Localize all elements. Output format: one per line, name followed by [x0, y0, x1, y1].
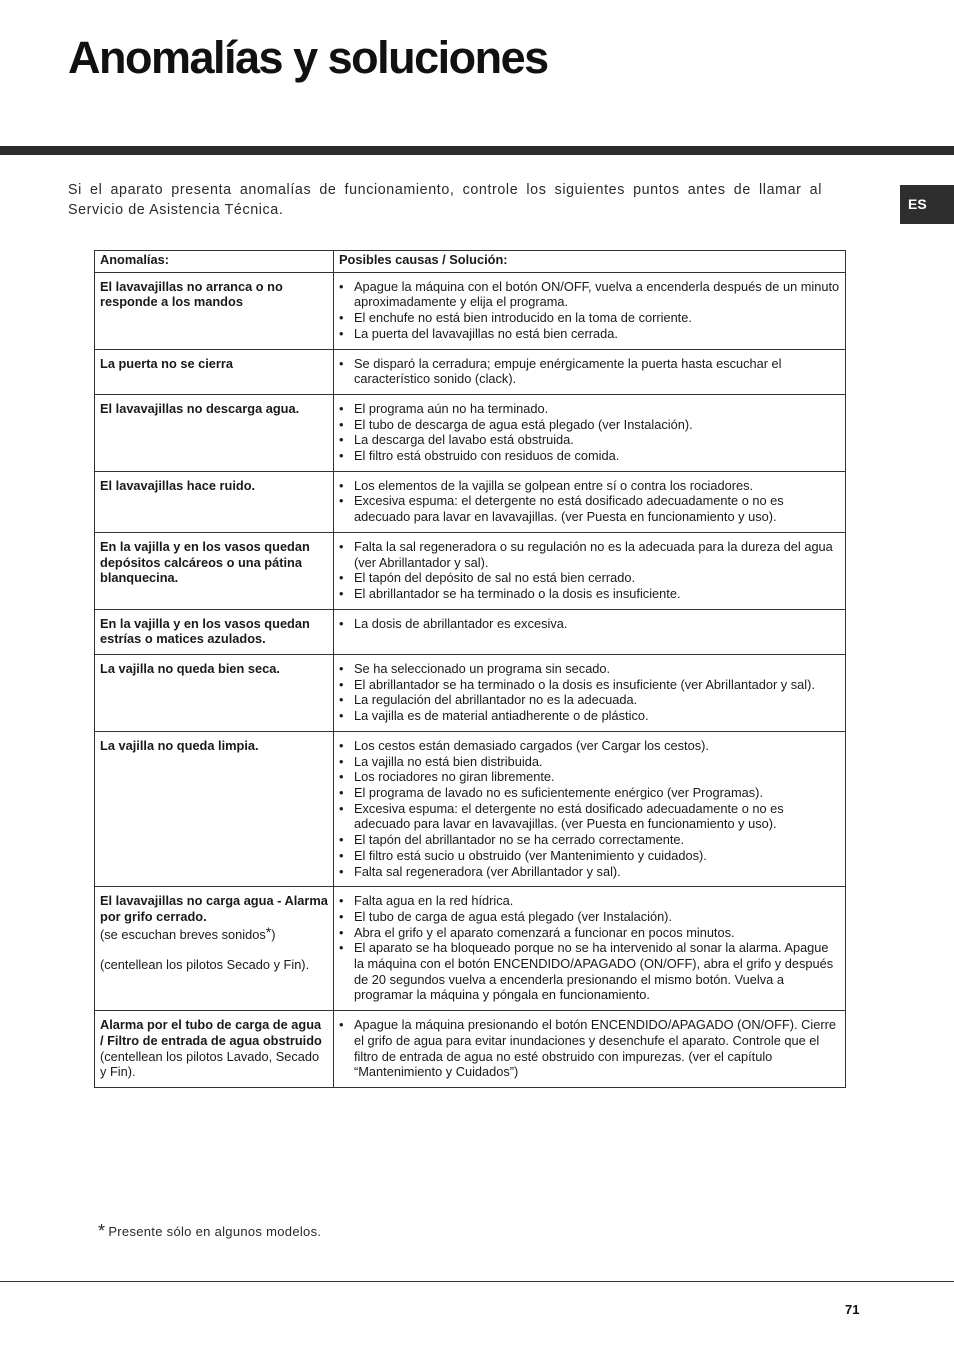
cause-item: • Los cestos están demasiado cargados (ver Cargar los cestos). — [339, 738, 840, 754]
anomaly-cell — [95, 609, 334, 654]
cause-item: • El programa de lavado no es suficientemente enérgico (ver Programas). — [339, 785, 840, 801]
footnote-ref-asterisk: * — [265, 923, 272, 940]
cause-item: • El tubo de carga de agua está plegado (ver Instalación). — [339, 909, 840, 925]
anomaly-text: El lavavajillas no carga agua - Alarma por grifo cerrado. — [100, 893, 328, 924]
causes-cell — [334, 532, 846, 609]
page-title: Anomalías y soluciones — [68, 32, 548, 83]
anomaly-note: (centellean los pilotos Lavado, Secado y Fin). — [100, 1048, 320, 1080]
cause-item: • Excesiva espuma: el detergente no está dosificado adecuadamente o no es adecuado para lavar en lavavajillas. (ver Puesta en funcionamiento y uso). — [339, 493, 840, 524]
causes-cell — [334, 1011, 846, 1088]
anomaly-text: La vajilla no queda bien seca. — [100, 661, 280, 677]
header-anomalies: Anomalías: — [95, 251, 334, 273]
footnote-asterisk: * — [98, 1221, 106, 1241]
causes-list — [339, 356, 840, 387]
causes-list — [339, 279, 840, 342]
cause-item: • El enchufe no está bien introducido en la toma de corriente. — [339, 310, 840, 326]
cause-item: • Los rociadores no giran libremente. — [339, 769, 840, 785]
cause-item: • El abrillantador se ha terminado o la dosis es insuficiente. — [339, 586, 840, 602]
table-row — [95, 272, 846, 349]
language-tab: ES — [900, 185, 954, 224]
anomaly-cell — [95, 532, 334, 609]
cause-item: • La vajilla no está bien distribuida. — [339, 754, 840, 770]
header-causes: Posibles causas / Solución: — [334, 251, 846, 273]
anomaly-note: (centellean los pilotos Secado y Fin). — [100, 957, 310, 973]
footnote-text: Presente sólo en algunos modelos. — [108, 1224, 322, 1239]
anomaly-cell — [95, 471, 334, 532]
anomaly-text: La puerta no se cierra — [100, 355, 233, 371]
anomaly-text: En la vajilla y en los vasos quedan estrías o matices azulados. — [100, 615, 310, 647]
table-row — [95, 532, 846, 609]
anomaly-cell — [95, 655, 334, 732]
cause-item: • La puerta del lavavajillas no está bien cerrada. — [339, 326, 840, 342]
table-body — [95, 272, 846, 1087]
cause-item: • Apague la máquina con el botón ON/OFF, vuelva a encenderla después de un minuto aproximadamente y elija el programa. — [339, 279, 840, 310]
page-number: 71 — [845, 1302, 860, 1317]
causes-cell — [334, 349, 846, 394]
cause-item: • Se disparó la cerradura; empuje enérgicamente la puerta hasta escuchar el característico sonido (clack). — [339, 356, 840, 387]
causes-list — [339, 616, 840, 632]
intro-paragraph: Si el aparato presenta anomalías de funcionamiento, controle los siguientes puntos antes de llamar al Servicio de Asistencia Técnica. — [68, 182, 822, 218]
causes-cell — [334, 394, 846, 471]
cause-item: • El tapón del depósito de sal no está bien cerrado. — [339, 570, 840, 586]
anomaly-note: (se escuchan breves sonidos*) — [100, 923, 276, 942]
causes-list — [339, 661, 840, 724]
anomaly-cell — [95, 394, 334, 471]
footnote — [98, 1221, 321, 1242]
causes-cell — [334, 471, 846, 532]
causes-cell — [334, 272, 846, 349]
cause-item: • La descarga del lavabo está obstruida. — [339, 432, 840, 448]
cause-item: • El aparato se ha bloqueado porque no se ha intervenido al sonar la alarma. Apague la máquina con el botón ENCENDIDO/APAGADO (ON/OFF), abra el grifo y después de 20 segundos vuelva a encenderla presionando el mismo botón. Vuelva a programar la máquina y póngala en funcionamiento. — [339, 940, 840, 1003]
cause-item: • Apague la máquina presionando el botón ENCENDIDO/APAGADO (ON/OFF). Cierre el grifo de agua para evitar inundaciones y desenchufe el aparato. Controle que el filtro de entrada de agua no esté obstruido con impurezas. (ver el capítulo “Mantenimiento y Cuidados”) — [339, 1017, 840, 1080]
cause-item: • El tapón del abrillantador no se ha cerrado correctamente. — [339, 832, 840, 848]
cause-item: • Falta sal regeneradora (ver Abrillantador y sal). — [339, 864, 840, 880]
anomaly-text: Alarma por el tubo de carga de agua / Filtro de entrada de agua obstruido — [100, 1017, 322, 1048]
table-row — [95, 887, 846, 1011]
cause-item: • El filtro está obstruido con residuos de comida. — [339, 448, 840, 464]
cause-item: • Excesiva espuma: el detergente no está dosificado adecuadamente o no es adecuado para lavar en lavavajillas. (ver Puesta en funcionamiento y uso). — [339, 801, 840, 832]
anomaly-cell — [95, 887, 334, 1011]
causes-list — [339, 539, 840, 602]
cause-item: • Falta agua en la red hídrica. — [339, 893, 840, 909]
cause-item: • Falta la sal regeneradora o su regulación no es la adecuada para la dureza del agua (ver Abrillantador y sal). — [339, 539, 840, 570]
cause-item: • El programa aún no ha terminado. — [339, 401, 840, 417]
causes-cell — [334, 887, 846, 1011]
cause-item: • Se ha seleccionado un programa sin secado. — [339, 661, 840, 677]
footer-rule — [0, 1281, 954, 1282]
table-header-row — [95, 251, 846, 273]
cause-item: • El abrillantador se ha terminado o la dosis es insuficiente (ver Abrillantador y sal). — [339, 677, 840, 693]
table-row — [95, 1011, 846, 1088]
anomaly-text: El lavavajillas no arranca o no responde a los mandos — [100, 278, 283, 310]
causes-list — [339, 738, 840, 879]
anomaly-text: La vajilla no queda limpia. — [100, 737, 259, 753]
cause-item: • La dosis de abrillantador es excesiva. — [339, 616, 840, 632]
troubleshooting-table — [94, 250, 846, 1088]
anomaly-cell — [95, 731, 334, 886]
cause-item: • La vajilla es de material antiadherente o de plástico. — [339, 708, 840, 724]
anomaly-cell — [95, 1011, 334, 1088]
cause-item: • Abra el grifo y el aparato comenzará a funcionar en pocos minutos. — [339, 925, 840, 941]
table-row — [95, 655, 846, 732]
cause-item: • La regulación del abrillantador no es la adecuada. — [339, 692, 840, 708]
anomaly-cell — [95, 272, 334, 349]
table-row — [95, 394, 846, 471]
anomaly-text: El lavavajillas no descarga agua. — [100, 400, 300, 416]
table-row — [95, 731, 846, 886]
table-row — [95, 349, 846, 394]
causes-cell — [334, 655, 846, 732]
causes-cell — [334, 609, 846, 654]
cause-item: • El filtro está sucio u obstruido (ver Mantenimiento y cuidados). — [339, 848, 840, 864]
causes-list — [339, 893, 840, 1003]
causes-list — [339, 478, 840, 525]
header-rule — [0, 146, 954, 155]
cause-item: • El tubo de descarga de agua está plegado (ver Instalación). — [339, 417, 840, 433]
causes-list — [339, 1017, 840, 1080]
anomaly-text: En la vajilla y en los vasos quedan depósitos calcáreos o una pátina blanquecina. — [100, 538, 310, 586]
cause-item: • Los elementos de la vajilla se golpean entre sí o contra los rociadores. — [339, 478, 840, 494]
causes-cell — [334, 731, 846, 886]
anomaly-cell — [95, 349, 334, 394]
anomaly-text: El lavavajillas hace ruido. — [100, 477, 256, 493]
causes-list — [339, 401, 840, 464]
table-row — [95, 609, 846, 654]
table-row — [95, 471, 846, 532]
